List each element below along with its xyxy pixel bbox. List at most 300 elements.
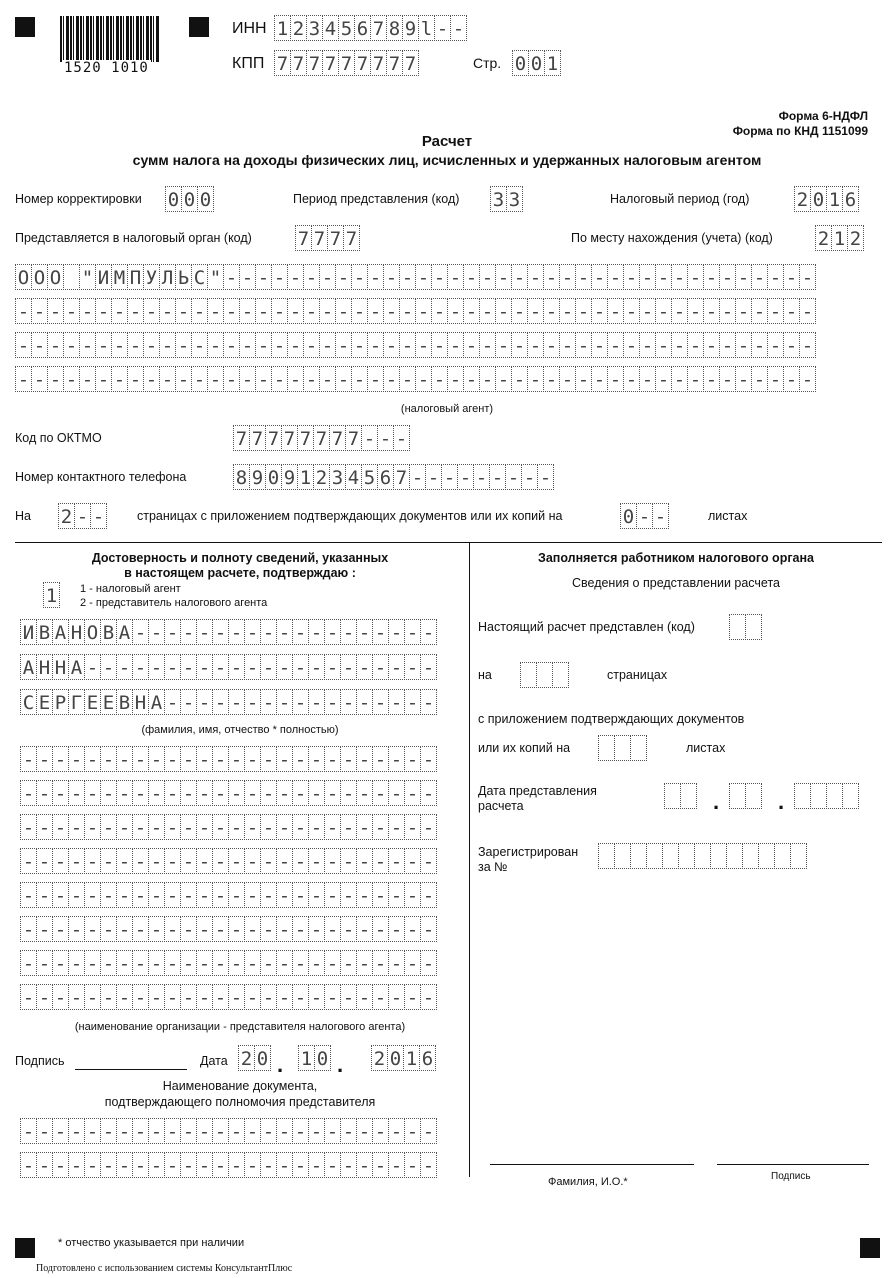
form-cell: - [639,264,656,290]
form-cell: - [116,654,133,680]
form-cell: - [276,1152,293,1178]
submit-day-cells[interactable] [664,783,696,809]
right-sheets-label: листах [686,741,726,755]
form-cell: 7 [311,225,328,251]
form-cell: 2 [371,1045,388,1071]
patronymic-cells[interactable] [20,689,436,715]
form-cell: - [207,332,224,358]
form-cell: - [420,780,437,806]
submit-date-label-2: расчета [478,799,524,813]
fio-caption: (фамилия, имя, отчество * полностью) [141,724,339,736]
form-cell: - [543,366,560,392]
form-cell: - [164,916,181,942]
form-cell: - [20,848,37,874]
form-cell: - [223,264,240,290]
form-cell: - [175,298,192,324]
form-cell: - [244,780,261,806]
form-cell: - [324,882,341,908]
org-row-8[interactable] [20,984,436,1010]
agent-name-row-3[interactable] [15,332,815,358]
form-cell: - [63,366,80,392]
attach-cells[interactable] [620,503,668,529]
form-cell: - [20,916,37,942]
form-cell: - [68,950,85,976]
form-cell: - [271,366,288,392]
form-cell: - [212,814,229,840]
form-cell: А [20,654,37,680]
form-cell: Н [132,689,149,715]
form-cell: - [212,746,229,772]
submit-year-cells[interactable] [794,783,858,809]
form-cell: - [68,916,85,942]
form-cell: - [148,814,165,840]
form-cell: - [116,746,133,772]
location-cells[interactable] [815,225,863,251]
doc-row-1[interactable] [20,1118,436,1144]
inspector-signature-label: Подпись [771,1171,811,1182]
form-cell: - [388,916,405,942]
form-cell: 6 [354,15,371,41]
form-cell: - [495,332,512,358]
form-cell: - [703,264,720,290]
form-cell: - [591,366,608,392]
form-cell: - [356,950,373,976]
fio-line[interactable] [490,1164,694,1165]
form-cell: - [447,298,464,324]
barcode [60,16,160,62]
form-cell: - [607,366,624,392]
form-cell: 7 [297,425,314,451]
form-cell: - [148,950,165,976]
form-cell: О [84,619,101,645]
form-cell: 2 [794,186,811,212]
form-cell: - [479,332,496,358]
agent-name-row-2[interactable] [15,298,815,324]
registered-label-2: за № [478,860,508,874]
date-month-cells[interactable] [298,1045,330,1071]
form-cell: - [292,814,309,840]
form-cell [790,843,807,869]
form-cell: П [127,264,144,290]
form-cell: 7 [386,50,403,76]
kpp-cells[interactable] [274,50,418,76]
form-cell: - [431,264,448,290]
surname-cells[interactable] [20,619,436,645]
form-cell: - [36,1118,53,1144]
form-cell: - [383,298,400,324]
form-cell: - [260,848,277,874]
form-cell: - [767,298,784,324]
form-cell: - [196,984,213,1010]
tax-period-label: Налоговый период (год) [610,192,750,206]
form-cell [614,735,631,761]
form-cell: - [441,464,458,490]
form-cell: С [20,689,37,715]
form-cell: - [751,298,768,324]
signer-code-cell[interactable] [43,582,59,608]
form-cell: Н [68,619,85,645]
form-cell: - [132,619,149,645]
form-cell: - [95,332,112,358]
form-cell: Е [100,689,117,715]
form-cell: - [340,619,357,645]
form-cell: 1 [298,1045,315,1071]
form-cell: - [196,746,213,772]
form-cell: - [127,332,144,358]
form-cell: - [207,298,224,324]
form-cell: - [287,264,304,290]
signature-line[interactable] [75,1069,187,1070]
form-cell: - [388,814,405,840]
form-cell: - [20,1118,37,1144]
form-cell: - [31,332,48,358]
form-cell: - [132,780,149,806]
fio-label: Фамилия, И.О.* [548,1176,628,1188]
org-row-3[interactable] [20,814,436,840]
form-cell: - [68,746,85,772]
form-cell: - [239,298,256,324]
form-cell: - [116,916,133,942]
form-cell: - [751,332,768,358]
pages-cells[interactable] [58,503,106,529]
phone-cells[interactable] [233,464,553,490]
form-cell [646,843,663,869]
form-cell: - [404,746,421,772]
form-cell: - [399,366,416,392]
form-cell: - [335,298,352,324]
doc-heading-1: Наименование документа, [162,1079,318,1093]
org-row-1[interactable] [20,746,436,772]
form-cell: - [340,814,357,840]
form-cell: - [559,298,576,324]
form-cell: - [244,916,261,942]
form-cell: - [228,814,245,840]
form-cell: - [367,366,384,392]
form-cell: - [180,950,197,976]
form-cell: - [68,780,85,806]
org-row-2[interactable] [20,780,436,806]
form-cell: - [655,264,672,290]
period-label: Период представления (код) [293,192,460,206]
form-cell: - [367,332,384,358]
form-cell: - [356,814,373,840]
form-cell: - [36,780,53,806]
form-cell: - [84,814,101,840]
form-cell: - [367,264,384,290]
form-cell: 7 [295,225,312,251]
form-cell: - [292,689,309,715]
form-cell: - [671,264,688,290]
form-cell: - [703,298,720,324]
form-cell: - [276,984,293,1010]
form-cell: - [244,882,261,908]
form-cell: А [52,619,69,645]
form-cell: В [36,619,53,645]
form-cell: - [239,332,256,358]
form-cell: 9 [249,464,266,490]
date-day-cells[interactable] [238,1045,270,1071]
form-cell: l [418,15,435,41]
form-cell: - [340,654,357,680]
confirm-heading-1: Достоверность и полноту сведений, указанных [91,551,389,565]
form-cell: - [52,916,69,942]
form-cell: - [607,298,624,324]
page-title: Расчет [421,133,473,150]
form-cell: - [703,366,720,392]
form-cell: - [511,332,528,358]
location-label: По месту нахождения (учета) (код) [571,231,773,245]
form-cell: 9 [281,464,298,490]
period-cells[interactable] [490,186,522,212]
form-cell: 7 [265,425,282,451]
form-cell: - [79,366,96,392]
tax-period-cells[interactable] [794,186,858,212]
form-cell: - [372,916,389,942]
section-divider [15,542,882,543]
form-cell: - [767,264,784,290]
form-cell: - [143,298,160,324]
form-cell: " [207,264,224,290]
form-cell: - [292,780,309,806]
form-cell [614,843,631,869]
form-cell: Р [52,689,69,715]
form-cell: - [655,366,672,392]
registered-cells[interactable] [598,843,806,869]
form-cell: - [324,654,341,680]
form-cell: - [68,1118,85,1144]
form-cell: - [20,882,37,908]
form-cell [630,843,647,869]
form-cell: - [351,332,368,358]
corner-marker-bottom-left [15,1238,35,1258]
form-cell: - [543,332,560,358]
correction-cells[interactable] [165,186,213,212]
form-cell: С [191,264,208,290]
inn-cells[interactable] [274,15,466,41]
form-cell: - [450,15,467,41]
form-cell: - [47,298,64,324]
form-cell: - [420,848,437,874]
right-attach-label-1: с приложением подтверждающих документов [478,712,745,726]
form-cell: - [303,366,320,392]
agent-name-row-4[interactable] [15,366,815,392]
form-cell [842,783,859,809]
form-cell [536,662,553,688]
form-cell: - [687,298,704,324]
form-cell: - [68,848,85,874]
form-cell: - [159,298,176,324]
form-cell: - [191,332,208,358]
form-cell: - [404,984,421,1010]
org-row-6[interactable] [20,916,436,942]
form-cell: - [95,366,112,392]
form-cell: - [84,1118,101,1144]
agent-name-row-1[interactable] [15,264,815,290]
form-cell: - [292,1118,309,1144]
form-cell: - [372,984,389,1010]
right-subheading: Сведения о представлении расчета [571,576,781,590]
form-cell: - [751,366,768,392]
form-cell: - [404,1152,421,1178]
form-cell: Е [84,689,101,715]
form-cell: - [63,332,80,358]
form-cell: - [420,746,437,772]
form-cell: - [799,332,816,358]
oktmo-cells[interactable] [233,425,409,451]
form-cell: А [68,654,85,680]
form-cell: 7 [370,50,387,76]
doc-heading-2: подтверждающего полномочия представителя [104,1095,376,1109]
oktmo-label: Код по ОКТМО [15,431,102,445]
form-cell: - [457,464,474,490]
form-cell: - [260,746,277,772]
form-cell: - [292,882,309,908]
form-cell: - [388,780,405,806]
form-cell: - [164,950,181,976]
form-cell: - [340,848,357,874]
tax-authority-cells[interactable] [295,225,359,251]
date-separator-1: . [277,1052,284,1077]
form-cell: - [292,848,309,874]
form-cell: - [164,882,181,908]
right-pages-cells[interactable] [520,662,568,688]
form-cell: - [212,780,229,806]
form-cell: - [244,619,261,645]
form-cell: - [415,264,432,290]
form-cell: - [639,298,656,324]
form-cell: - [116,848,133,874]
form-cell: 7 [313,425,330,451]
date-year-cells[interactable] [371,1045,435,1071]
form-cell: - [68,882,85,908]
form-cell: - [409,464,426,490]
form-cell: О [31,264,48,290]
registered-label-1: Зарегистрирован [478,845,579,859]
form-cell: - [308,619,325,645]
form-cell: - [361,425,378,451]
form-cell: - [228,916,245,942]
form-cell: - [148,882,165,908]
form-cell: 7 [233,425,250,451]
right-attach-cells[interactable] [598,735,646,761]
form-cell: - [180,1118,197,1144]
form-cell: - [116,1152,133,1178]
form-cell: - [479,264,496,290]
form-cell: - [36,1152,53,1178]
form-cell [774,843,791,869]
form-cell: - [655,298,672,324]
form-cell: - [559,366,576,392]
form-cell: - [180,916,197,942]
form-cell: - [652,503,669,529]
org-row-7[interactable] [20,950,436,976]
form-cell: - [420,619,437,645]
doc-row-2[interactable] [20,1152,436,1178]
form-cell: - [324,984,341,1010]
presented-cells[interactable] [729,614,761,640]
form-cell: - [239,366,256,392]
form-cell: - [308,654,325,680]
page-cells[interactable] [512,50,560,76]
form-cell: - [79,332,96,358]
form-cell [520,662,537,688]
form-cell: - [340,984,357,1010]
form-cell [729,783,746,809]
form-cell: - [212,619,229,645]
form-cell: - [100,1118,117,1144]
org-row-5[interactable] [20,882,436,908]
form-cell: - [447,264,464,290]
name-cells[interactable] [20,654,436,680]
form-cell: - [228,1152,245,1178]
form-cell [694,843,711,869]
form-cell: - [180,814,197,840]
form-cell: 6 [842,186,859,212]
form-cell: - [100,780,117,806]
form-cell: - [431,366,448,392]
form-cell: - [735,366,752,392]
form-cell: - [148,1152,165,1178]
form-cell: - [319,264,336,290]
form-cell: - [52,984,69,1010]
barcode-number: 1520 1010 [64,60,149,76]
form-cell: - [271,298,288,324]
form-cell: - [356,780,373,806]
form-cell: - [116,780,133,806]
form-cell: - [719,366,736,392]
prepared-note: Подготовлено с использованием системы КонсультантПлюс [36,1263,293,1274]
form-cell: - [52,882,69,908]
form-cell: - [447,332,464,358]
submit-month-cells[interactable] [729,783,761,809]
form-cell: 1 [403,1045,420,1071]
form-cell: - [260,689,277,715]
form-cell: - [335,366,352,392]
form-cell: - [591,332,608,358]
form-cell: - [287,298,304,324]
form-cell: 0 [265,464,282,490]
form-cell: - [324,950,341,976]
form-cell: - [719,332,736,358]
form-cell: - [276,848,293,874]
form-cell: 1 [43,582,60,608]
form-cell: - [420,1152,437,1178]
org-row-4[interactable] [20,848,436,874]
form-cell: " [79,264,96,290]
form-cell: - [367,298,384,324]
form-cell: - [303,264,320,290]
form-cell: - [207,366,224,392]
form-cell [664,783,681,809]
form-cell: - [276,882,293,908]
form-cell: - [388,654,405,680]
form-cell: - [116,882,133,908]
form-cell: - [292,654,309,680]
confirm-heading-2: в настоящем расчете, подтверждаю : [124,566,356,580]
form-cell: - [404,848,421,874]
form-cell: 5 [361,464,378,490]
form-cell: - [260,619,277,645]
form-cell: - [372,1152,389,1178]
kpp-label: КПП [232,55,265,72]
form-cell: - [191,366,208,392]
form-cell: 9 [402,15,419,41]
form-cell: - [292,984,309,1010]
inspector-signature-line[interactable] [717,1164,869,1165]
form-cell: - [276,689,293,715]
signer-option-2: 2 - представитель налогового агента [80,597,268,609]
form-cell: - [180,746,197,772]
